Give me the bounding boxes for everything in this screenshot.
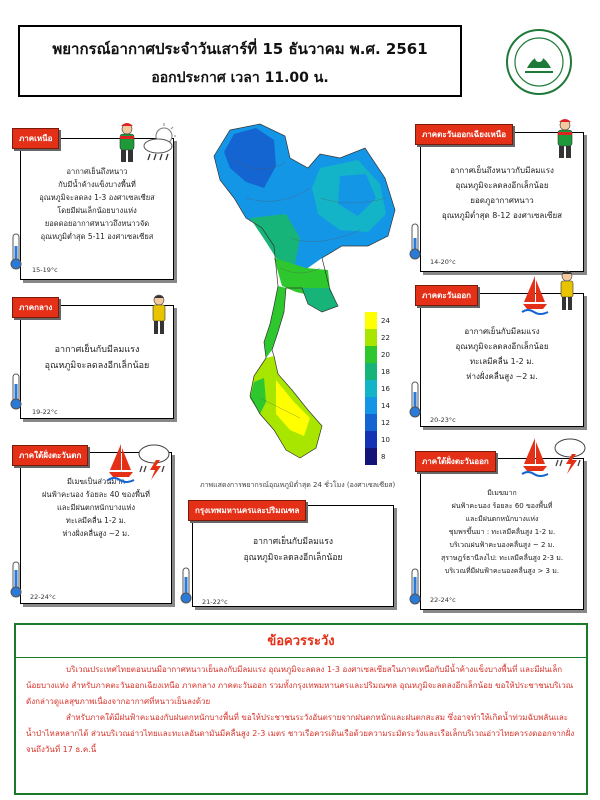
legend-label: 8 xyxy=(381,452,386,461)
warning-paragraph-1: บริเวณประเทศไทยตอนบนมีอากาศหนาวเย็นลงกับมีลมแรง อุณหภูมิจะลดลง 1-3 องศาเซลเซียสในภาคเหนือกับมีน้ำค้างแข็งบางพื้นที่ และมีฝนเล็กน้อยบางแห่ง สำหรับภาคตะวันออกเฉียงเหนือ ภาคกลาง ภาคตะวันออก รวมทั้งกรุงเทพมหานครและปริมณฑล อุณหภูมิจะลดลงอีกเล็กน้อย ขอให้ประชาชนบริเวณดังกล่าวดูแลสุขภาพเนื่องจากอากาศที่หนาวเย็นลงด้วย xyxy=(26,665,574,706)
department-logo xyxy=(505,28,573,96)
bangkok-temp: 21-22°c xyxy=(202,598,228,606)
north-text: อากาศเย็นถึงหนาว กับมีน้ำค้างแข็งบางพื้นที่ อุณหภูมิจะลดลง 1-3 องศาเซลเซียส โดยมีฝนเล็กน้อยบางแห่ง ยอดดอยอากาศหนาวถึงหนาวจัด อุณหภูมิต่ำสุด 5-11 องศาเซลเซียส xyxy=(39,167,155,241)
south-east-temp: 22-24°c xyxy=(430,596,456,604)
temperature-legend xyxy=(365,312,403,472)
sun-cloud-rain-icon xyxy=(140,122,176,166)
legend-item xyxy=(365,431,403,448)
legend-item xyxy=(365,346,403,363)
south-west-temp: 22-24°c xyxy=(30,593,56,601)
central-temp: 19-22°c xyxy=(32,408,58,416)
legend-item xyxy=(365,363,403,380)
sailboat-icon xyxy=(520,272,556,316)
issue-time: ออกประกาศ เวลา 11.00 น. xyxy=(151,70,329,86)
map-caption: ภาพแสดงการพยากรณ์อุณหภูมิต่ำสุด 24 ชั่วโมง (องศาเซลเซียส) xyxy=(200,481,396,489)
north-temp: 15-19°c xyxy=(32,266,58,274)
legend-swatch xyxy=(365,380,377,397)
bangkok-text: อากาศเย็นกับมีลมแรง อุณหภูมิจะลดลงอีกเล็กน้อย xyxy=(243,537,343,563)
legend-item xyxy=(365,329,403,346)
legend-label: 16 xyxy=(381,384,390,393)
cold-person-icon xyxy=(550,118,586,162)
region-panel-south-east xyxy=(420,458,584,610)
legend-swatch xyxy=(365,363,377,380)
legend-item xyxy=(365,414,403,431)
legend-swatch xyxy=(365,346,377,363)
tag-central: ภาคกลาง xyxy=(12,297,59,318)
legend-swatch xyxy=(365,312,377,329)
person-icon xyxy=(148,294,184,338)
legend-label: 14 xyxy=(381,401,390,410)
legend-label: 10 xyxy=(381,435,390,444)
legend-swatch xyxy=(365,329,377,346)
northeast-text: อากาศเย็นถึงหนาวกับมีลมแรง อุณหภูมิจะลดลงอีกเล็กน้อย ยอดภูอากาศหนาว อุณหภูมิต่ำสุด 8-12 องศาเซลเซียส xyxy=(441,166,563,220)
east-text: อากาศเย็นกับมีลมแรง อุณหภูมิจะลดลงอีกเล็กน้อย ทะเลมีคลื่น 1-2 ม. ห่างฝั่งคลื่นสูง ~2 ม. xyxy=(455,327,549,381)
tag-northeast: ภาคตะวันออกเฉียงเหนือ xyxy=(415,124,513,145)
legend-item xyxy=(365,397,403,414)
legend-swatch xyxy=(365,414,377,431)
legend-label: 12 xyxy=(381,418,390,427)
person-icon xyxy=(556,270,592,314)
warning-paragraph-2: สำหรับภาคใต้มีฝนฟ้าคะนองกับฝนตกหนักบางพื้นที่ ขอให้ประชาชนระวังอันตรายจากฝนตกหนักและฝนตกสะสม ซึ่งอาจทำให้เกิดน้ำท่วมฉับพลันและน้ำป่าไหลหลากได้ ส่วนบริเวณอ่าวไทยและทะเลอันดามันมีคลื่นสูง 2-3 เมตร ชาวเรือควรเดินเรือด้วยความระมัดระวังและเรือเล็กบริเวณอ่าวไทยควรงดออกจากฝั่งจนถึงวันที่ 17 ธ.ค.นี้ xyxy=(26,713,575,754)
page-title: พยากรณ์อากาศประจำวันเสาร์ที่ 15 ธันวาคม พ.ศ. 2561 xyxy=(52,40,428,58)
legend-swatch xyxy=(365,448,377,465)
legend-label: 18 xyxy=(381,367,390,376)
legend-label: 24 xyxy=(381,316,390,325)
tag-bangkok: กรุงเทพมหานครและปริมณฑล xyxy=(188,500,306,521)
northeast-temp: 14-20°c xyxy=(430,258,456,266)
tag-north: ภาคเหนือ xyxy=(12,128,59,149)
legend-swatch xyxy=(365,431,377,448)
thermometer-icon xyxy=(5,232,27,268)
east-temp: 20-23°c xyxy=(430,416,456,424)
tag-south-east: ภาคใต้ฝั่งตะวันออก xyxy=(415,451,496,472)
warning-box xyxy=(14,623,588,795)
warning-text xyxy=(16,658,586,758)
tag-south-west: ภาคใต้ฝั่งตะวันตก xyxy=(12,445,88,466)
thermometer-icon xyxy=(5,372,27,408)
legend-item xyxy=(365,380,403,397)
legend-label: 22 xyxy=(381,333,390,342)
legend-item xyxy=(365,448,403,465)
title-box xyxy=(18,25,462,97)
legend-label: 20 xyxy=(381,350,390,359)
thunderstorm-icon xyxy=(134,440,170,484)
thermometer-icon xyxy=(5,560,27,596)
thermometer-icon xyxy=(404,567,426,603)
warning-title: ข้อควรระวัง xyxy=(267,634,335,649)
central-text: อากาศเย็นกับมีลมแรง อุณหภูมิจะลดลงอีกเล็กน้อย xyxy=(44,345,150,371)
thunderstorm-icon xyxy=(550,434,586,478)
legend-item xyxy=(365,312,403,329)
thermometer-icon xyxy=(175,566,197,602)
south-west-text: มีเมฆเป็นส่วนมาก ฝนฟ้าคะนอง ร้อยละ 40 ของพื้นที่ และมีฝนตกหนักบางแห่ง ทะเลมีคลื่น 1-2 ม. ห่างฝั่งคลื่นสูง ~2 ม. xyxy=(42,477,150,538)
tag-east: ภาคตะวันออก xyxy=(415,285,478,306)
legend-swatch xyxy=(365,397,377,414)
south-east-text: มีเมฆมาก ฝนฟ้าคะนอง ร้อยละ 60 ของพื้นที่ และมีฝนตกหนักบางแห่ง ชุมพรขึ้นมา : ทะเลมีคลื่นสูง 1-2 ม. บริเวณฝนฟ้าคะนองคลื่นสูง ~ 2 ม. สุราษฎร์ธานีลงไป: ทะเลมีคลื่นสูง 2-3 ม. บริเวณที่มีฝนฟ้าคะนองคลื่นสูง > 3 ม. xyxy=(440,489,564,575)
